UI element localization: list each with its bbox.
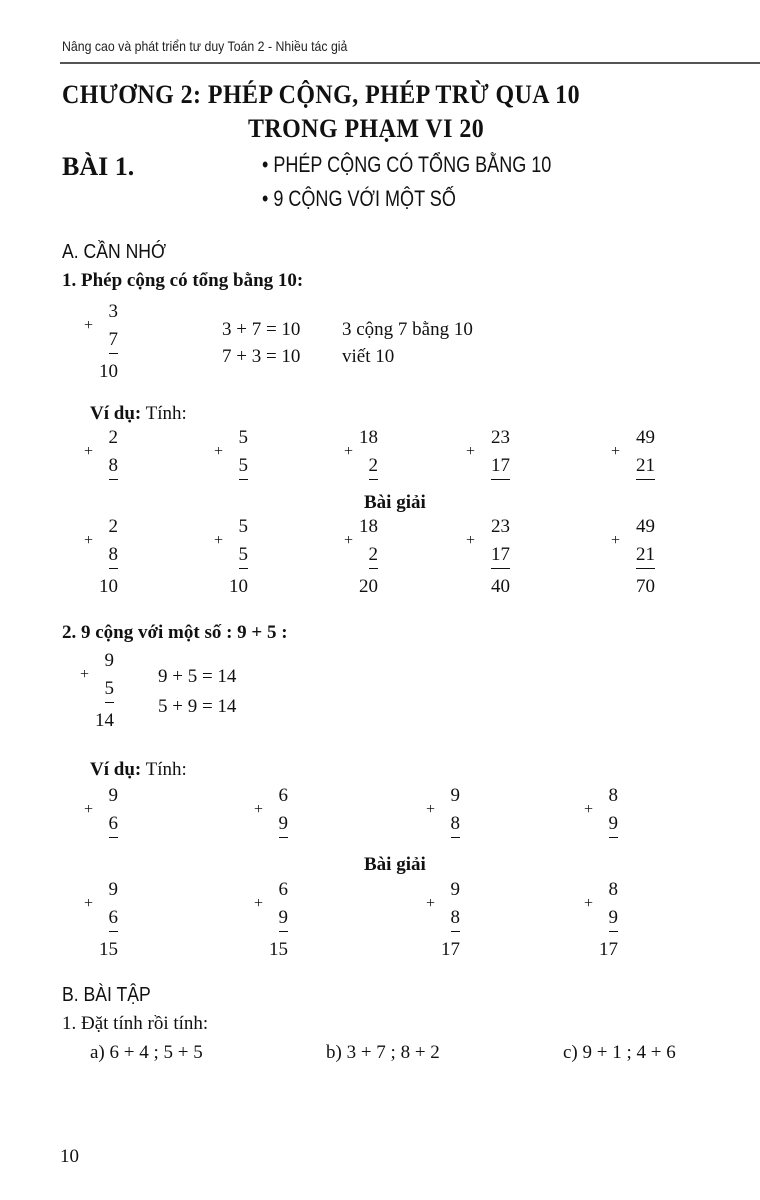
plus-sign: + <box>80 666 90 683</box>
solution-heading-1: Bài giải <box>364 492 426 513</box>
plus-sign: + <box>84 801 94 818</box>
example-label-1 <box>90 403 187 425</box>
addend-bottom: 17 <box>491 542 510 569</box>
vertical-addition <box>400 876 460 964</box>
equation: 7 + 3 = 10 <box>222 346 301 367</box>
example-label: Ví dụ: <box>90 403 142 424</box>
exercise-item-a: a) 6 + 4 ; 5 + 5 <box>90 1042 203 1063</box>
vertical-addition <box>318 424 378 480</box>
sum-result: 10 <box>99 361 118 382</box>
part2-heading: 2. 9 cộng với một số : 9 + 5 : <box>62 622 288 643</box>
note: viết 10 <box>342 346 395 367</box>
section-a-heading: A. CẦN NHỚ <box>62 241 167 263</box>
example-label-2 <box>90 759 187 781</box>
addend-bottom: 6 <box>109 905 119 932</box>
addend-bottom: 5 <box>239 453 249 480</box>
header-rule <box>60 62 760 64</box>
vertical-addition <box>400 782 460 838</box>
addend-top: 9 <box>108 879 118 900</box>
vertical-addition <box>58 298 118 386</box>
addend-top: 5 <box>238 516 248 537</box>
addend-bottom: 8 <box>451 905 461 932</box>
sum-result: 40 <box>491 576 510 597</box>
equation: 9 + 5 = 14 <box>158 666 237 687</box>
example-text: Tính: <box>141 759 187 780</box>
plus-sign: + <box>584 801 594 818</box>
equation: 3 + 7 = 10 <box>222 319 301 340</box>
addend-bottom: 17 <box>491 453 510 480</box>
sum-result: 10 <box>229 576 248 597</box>
exercise-item-c: c) 9 + 1 ; 4 + 6 <box>563 1042 676 1063</box>
plus-sign: + <box>426 801 436 818</box>
addend-bottom: 5 <box>105 676 115 703</box>
vertical-addition <box>228 876 288 964</box>
addend-bottom: 6 <box>109 811 119 838</box>
vertical-addition <box>558 876 618 964</box>
addend-bottom: 21 <box>636 453 655 480</box>
sum-result: 15 <box>269 939 288 960</box>
vertical-addition <box>595 513 655 601</box>
vertical-addition <box>450 424 510 480</box>
section-b-heading: B. BÀI TẬP <box>62 984 151 1006</box>
addend-bottom: 9 <box>279 811 289 838</box>
plus-sign: + <box>214 443 224 460</box>
sum-result: 17 <box>599 939 618 960</box>
vertical-addition <box>58 424 118 480</box>
vertical-addition <box>188 424 248 480</box>
vertical-addition <box>58 782 118 838</box>
addend-bottom-row <box>595 452 655 480</box>
addend-top: 9 <box>450 785 460 806</box>
addend-bottom: 21 <box>636 542 655 569</box>
addend-bottom: 9 <box>609 905 619 932</box>
addend-bottom: 8 <box>451 811 461 838</box>
plus-sign: + <box>344 532 354 549</box>
addend-bottom: 9 <box>609 811 619 838</box>
addend-top: 23 <box>491 427 510 448</box>
equation: 5 + 9 = 14 <box>158 696 237 717</box>
addend-bottom: 8 <box>109 542 119 569</box>
sum-result: 15 <box>99 939 118 960</box>
plus-sign: + <box>611 532 621 549</box>
example-text: Tính: <box>141 403 187 424</box>
addend-bottom: 8 <box>109 453 119 480</box>
addend-top: 2 <box>108 516 118 537</box>
addend-bottom: 2 <box>369 542 379 569</box>
plus-sign: + <box>611 443 621 460</box>
plus-sign: + <box>426 895 436 912</box>
sum-result: 20 <box>359 576 378 597</box>
plus-sign: + <box>466 443 476 460</box>
vertical-addition <box>228 782 288 838</box>
vertical-addition <box>558 782 618 838</box>
addend-top: 8 <box>608 785 618 806</box>
lesson-topic-2: • 9 CỘNG VỚI MỘT SỐ <box>262 186 456 211</box>
plus-sign: + <box>344 443 354 460</box>
sum-result: 17 <box>441 939 460 960</box>
addend-bottom: 7 <box>109 327 119 354</box>
part1-heading: 1. Phép cộng có tổng bằng 10: <box>62 270 304 291</box>
addend-top: 9 <box>450 879 460 900</box>
chapter-title-line1: CHƯƠNG 2: PHÉP CỘNG, PHÉP TRỪ QUA 10 <box>62 80 581 109</box>
plus-sign: + <box>466 532 476 549</box>
sum-result: 70 <box>636 576 655 597</box>
addend-top: 18 <box>359 427 378 448</box>
plus-sign: + <box>254 895 264 912</box>
vertical-addition <box>188 513 248 601</box>
addend-bottom: 2 <box>369 453 379 480</box>
addend-top: 9 <box>104 650 114 671</box>
addend-top: 23 <box>491 516 510 537</box>
addend-bottom-row <box>595 541 655 569</box>
plus-sign: + <box>84 532 94 549</box>
addend-top: 8 <box>608 879 618 900</box>
vertical-addition <box>318 513 378 601</box>
addend-top: 6 <box>278 785 288 806</box>
chapter-title-line2: TRONG PHẠM VI 20 <box>248 114 485 143</box>
vertical-addition <box>58 513 118 601</box>
addend-bottom-row <box>450 452 510 480</box>
solution-heading-2: Bài giải <box>364 854 426 875</box>
lesson-label: BÀI 1. <box>62 152 135 181</box>
plus-sign: + <box>84 443 94 460</box>
addend-top: 5 <box>238 427 248 448</box>
note: 3 cộng 7 bằng 10 <box>342 319 473 340</box>
example-label: Ví dụ: <box>90 759 142 780</box>
addend-bottom: 5 <box>239 542 249 569</box>
plus-sign: + <box>254 801 264 818</box>
addend-bottom-row <box>450 541 510 569</box>
addend-top: 49 <box>636 516 655 537</box>
vertical-addition <box>58 876 118 964</box>
addend-top: 3 <box>108 301 118 322</box>
plus-sign: + <box>84 317 94 334</box>
sum-result: 10 <box>99 576 118 597</box>
plus-sign: + <box>84 895 94 912</box>
vertical-addition <box>595 424 655 480</box>
addend-bottom: 9 <box>279 905 289 932</box>
plus-sign: + <box>214 532 224 549</box>
vertical-addition <box>54 647 114 735</box>
addend-top: 18 <box>359 516 378 537</box>
addend-top: 9 <box>108 785 118 806</box>
addend-top: 2 <box>108 427 118 448</box>
exercise-item-b: b) 3 + 7 ; 8 + 2 <box>326 1042 440 1063</box>
addend-top: 49 <box>636 427 655 448</box>
exercise1-heading: 1. Đặt tính rồi tính: <box>62 1013 209 1034</box>
sum-result: 14 <box>95 710 114 731</box>
addend-top: 6 <box>278 879 288 900</box>
lesson-topic-1: • PHÉP CỘNG CÓ TỔNG BẰNG 10 <box>262 152 552 177</box>
running-header: Nâng cao và phát triển tư duy Toán 2 - Nhiều tác giả <box>62 38 348 54</box>
vertical-addition <box>450 513 510 601</box>
page-number: 10 <box>60 1146 79 1167</box>
plus-sign: + <box>584 895 594 912</box>
